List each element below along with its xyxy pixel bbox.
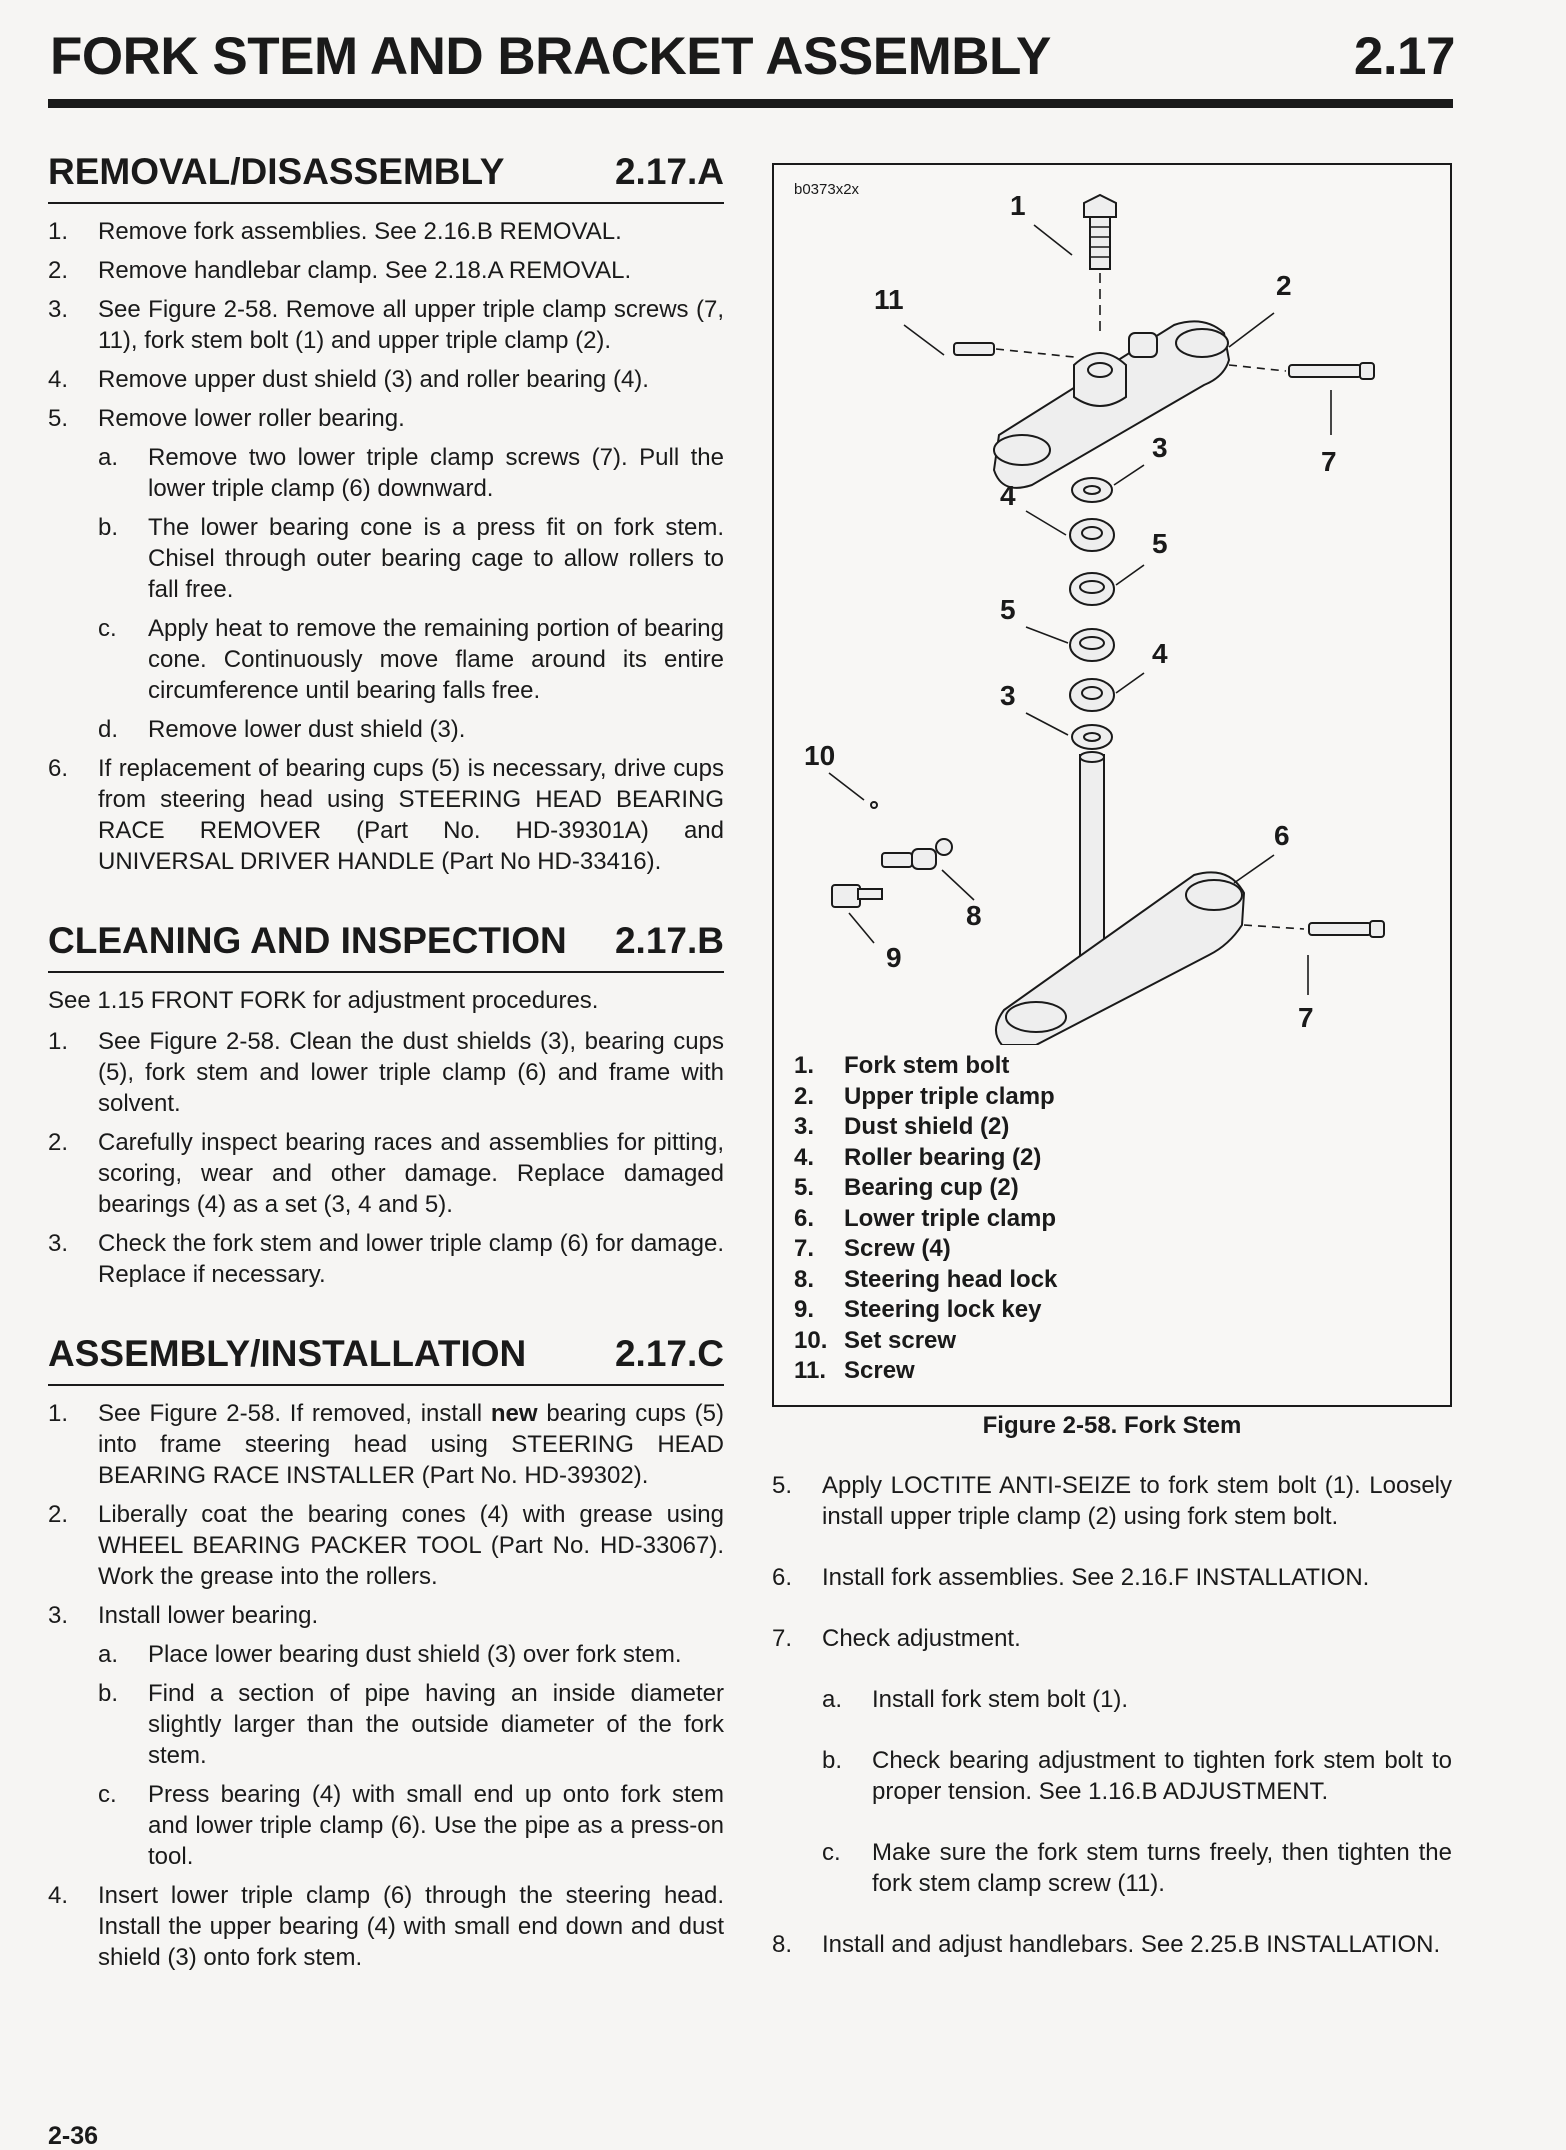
assembly-heading: ASSEMBLY/INSTALLATION 2.17.C: [48, 1332, 724, 1386]
legend-item: 9. Steering lock key: [794, 1296, 1042, 1323]
callout-label: 3: [1000, 680, 1016, 711]
legend-item: 4. Roller bearing (2): [794, 1143, 1042, 1171]
legend-item: 2. Upper triple clamp: [794, 1082, 1055, 1110]
list-item: 1. Remove fork assemblies. See 2.16.B REMOVAL.: [48, 218, 622, 245]
list-item: 2. Remove handlebar clamp. See 2.18.A REMOVAL.: [48, 257, 632, 284]
callout-label: 5: [1000, 594, 1016, 625]
steering-lock-key-part: [832, 885, 882, 907]
list-item: 2. Liberally coat the bearing cones (4) with grease using WHEEL BEARING PACKER TOOL (Part No. HD-33067). Work the grease into the rollers.: [48, 1501, 724, 1590]
list-subitem: c. Press bearing (4) with small end up onto fork stem and lower triple clamp (6). Use the pipe as a press-on tool.: [98, 1781, 724, 1870]
legend-item: 3. Dust shield (2): [794, 1113, 1010, 1140]
legend-item: 1. Fork stem bolt: [794, 1052, 1010, 1079]
right-column: [772, 1470, 1452, 1990]
callout-label: 6: [1274, 820, 1290, 851]
page-number: 2-36: [48, 2122, 99, 2150]
list-item: 4. Insert lower triple clamp (6) through the steering head. Install the upper bearing (4) with small end down and dust shield (3) onto fork stem.: [48, 1882, 724, 1971]
legend-item: 11. Screw: [794, 1357, 915, 1384]
list-item: 5. Remove lower roller bearing.: [48, 405, 405, 432]
callout-label: 11: [874, 284, 904, 315]
legend-item: 10. Set screw: [794, 1326, 957, 1354]
callout-label: 5: [1152, 528, 1168, 559]
removal-heading: REMOVAL/DISASSEMBLY 2.17.A: [48, 150, 724, 204]
list-subitem: b. The lower bearing cone is a press fit on fork stem. Chisel through outer bearing cage to allow rollers to fall free.: [98, 514, 724, 603]
list-subitem: a. Place lower bearing dust shield (3) over fork stem.: [98, 1641, 682, 1668]
page-title: FORK STEM AND BRACKET ASSEMBLY: [50, 27, 1051, 86]
bearing-stack-part: [1070, 478, 1114, 749]
list-item: 3. Install lower bearing.: [48, 1602, 319, 1629]
set-screw-part: [871, 802, 877, 808]
list-subitem: b. Find a section of pipe having an inside diameter slightly larger than the outside diameter of the fork stem.: [98, 1680, 724, 1769]
screw-11-part: [954, 343, 1074, 357]
list-item: 3. Check the fork stem and lower triple clamp (6) for damage. Replace if necessary.: [48, 1230, 724, 1288]
page-header: [50, 26, 1455, 87]
figure-legend: [794, 1051, 1057, 1387]
left-column: [48, 150, 724, 1981]
upper-triple-clamp-part: [994, 321, 1229, 487]
callout-label: 8: [966, 900, 982, 931]
list-item: 8. Install and adjust handlebars. See 2.25.B INSTALLATION.: [772, 1931, 1441, 1958]
cleaning-intro: See 1.15 FRONT FORK for adjustment procedures.: [48, 987, 599, 1014]
legend-item: 7. Screw (4): [794, 1235, 951, 1262]
callout-label: 4: [1152, 638, 1168, 669]
section-number: 2.17: [1353, 27, 1455, 86]
list-item: 4. Remove upper dust shield (3) and roller bearing (4).: [48, 366, 649, 393]
callout-label: 4: [1000, 480, 1016, 511]
cleaning-heading: CLEANING AND INSPECTION 2.17.B: [48, 919, 724, 973]
fork-stem-bolt-part: [1084, 195, 1116, 269]
figure-caption: Figure 2-58. Fork Stem: [982, 1412, 1242, 1439]
list-subitem: a. Install fork stem bolt (1).: [822, 1686, 1129, 1713]
list-item: 3. See Figure 2-58. Remove all upper triple clamp screws (7, 11), fork stem bolt (1) and upper triple clamp (2).: [48, 296, 724, 354]
figure-box: [772, 163, 1452, 1407]
legend-item: 6. Lower triple clamp: [794, 1204, 1057, 1232]
list-subitem: c. Make sure the fork stem turns freely, then tighten the fork stem clamp screw (11).: [822, 1839, 1452, 1897]
list-item: 1. See Figure 2-58. If removed, install new bearing cups (5) into frame steering head using STEERING HEAD BEARING RACE INSTALLER (Part No. HD-39302).: [48, 1400, 725, 1489]
list-subitem: b. Check bearing adjustment to tighten fork stem bolt to proper tension. See 1.16.B ADJUSTMENT.: [822, 1747, 1452, 1805]
steering-head-lock-part: [882, 839, 952, 869]
legend-item: 5. Bearing cup (2): [794, 1174, 1019, 1201]
list-subitem: d. Remove lower dust shield (3).: [98, 716, 466, 743]
callout-label: 10: [804, 740, 836, 771]
list-item: 6. If replacement of bearing cups (5) is necessary, drive cups from steering head using STEERING HEAD BEARING RACE REMOVER (Part No. HD-39301A) and UNIVERSAL DRIVER HANDLE (Part No HD-33416).: [48, 755, 724, 875]
list-item: 5. Apply LOCTITE ANTI-SEIZE to fork stem bolt (1). Loosely install upper triple clamp (2) using fork stem bolt.: [772, 1472, 1452, 1530]
list-item: 2. Carefully inspect bearing races and assemblies for pitting, scoring, wear and other damage. Replace damaged bearings (4) as a set (3, 4 and 5).: [48, 1129, 724, 1218]
callout-label: 7: [1321, 446, 1337, 477]
screw-7-upper-part: [1229, 363, 1374, 379]
callout-label: 1: [1010, 190, 1026, 221]
callout-label: 2: [1276, 270, 1292, 301]
list-item: 6. Install fork assemblies. See 2.16.F INSTALLATION.: [772, 1564, 1370, 1591]
list-subitem: a. Remove two lower triple clamp screws (7). Pull the lower triple clamp (6) downward.: [98, 444, 724, 502]
list-subitem: c. Apply heat to remove the remaining portion of bearing cone. Continuously move flame around its entire circumference until bearing falls free.: [98, 615, 724, 704]
fork-stem-exploded-diagram: [774, 165, 1450, 1045]
header-rule: [48, 99, 1453, 108]
list-item: 1. See Figure 2-58. Clean the dust shields (3), bearing cups (5), fork stem and lower triple clamp (6) and frame with solvent.: [48, 1028, 724, 1117]
legend-item: 8. Steering head lock: [794, 1265, 1058, 1293]
screw-7-lower-part: [1244, 921, 1384, 937]
list-item: 7. Check adjustment.: [772, 1625, 1021, 1652]
callout-label: 3: [1152, 432, 1168, 463]
callout-label: 7: [1298, 1002, 1314, 1033]
lower-triple-clamp-part: [996, 872, 1244, 1045]
figure-code: b0373x2x: [794, 181, 860, 198]
callout-label: 9: [886, 942, 902, 973]
